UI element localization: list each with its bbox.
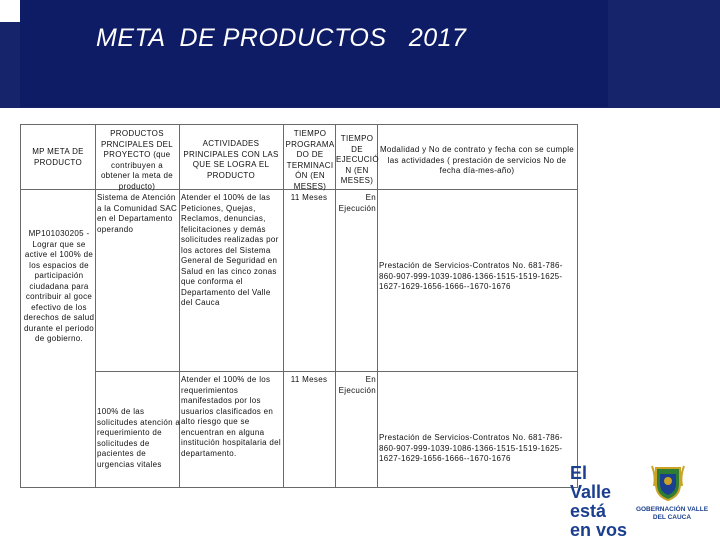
products-table	[20, 124, 578, 488]
col-divider	[95, 125, 96, 487]
row2-actividad: Atender el 100% de los requerimientos manifestados por los usuarios clasificados en alto riesgo que se encuentran en alguna institución hospitalaria del departamento.	[181, 375, 282, 458]
header-modalidad: Modalidad y No de contrato y fecha con se cumple las actividades ( prestación de servicios No de fecha día-mes-año)	[379, 145, 575, 175]
row1-actividad: Atender el 100% de las Peticiones, Quejas, Reclamos, denuncias, felicitaciones y demás solicitudes realizadas por los actores del Sistema General de Seguridad en Salud en las cinco zonas que conforma el Departamento del Valle del Cauca	[181, 193, 279, 307]
coat-of-arms-icon	[648, 462, 688, 502]
logo-org-name: GOBERNACIÓN VALLE DEL CAUCA	[635, 506, 709, 521]
gobernacion-logo	[570, 462, 720, 540]
mp-value: MP101030205 - Lograr que se active el 100% de los espacios de participación ciudadana para contribuir al goce efectivo de los derechos de salud durante el periodo de gobierno.	[23, 229, 95, 343]
row2-producto: 100% de las solicitudes atención a requerimiento de solicitudes de pacientes de urgencias vitales	[97, 407, 181, 469]
logo-slogan: El Valle está en vos	[570, 463, 628, 540]
row2-tiempo-programado: 11 Meses	[290, 375, 328, 384]
header-mp: MP META DE PRODUCTO	[32, 147, 84, 167]
row1-modalidad: Prestación de Servicios-Contratos No. 681-786-860-907-999-1039-1086-1366-1515-1519-1625-1627-1629-1656-1666--1670-1676	[379, 261, 563, 291]
row1-tiempo-programado: 11 Meses	[290, 193, 328, 202]
row1-tiempo-ejecucion: En Ejecución	[338, 193, 376, 213]
row2-tiempo-ejecucion: En Ejecución	[338, 375, 376, 395]
row1-producto: Sistema de Atención a la Comunidad SAC en el Departamento operando	[97, 193, 178, 234]
row2-modalidad: Prestación de Servicios-Contratos No. 681-786-860-907-999-1039-1086-1366-1515-1519-1625-1627-1629-1656-1666--1670-1676	[379, 433, 563, 463]
header-tiempo-ejecucion: TIEMPO DE EJECUCIÓ N (EN MESES)	[336, 134, 379, 185]
header-tiempo-programado: TIEMPO PROGRAMA DO DE TERMINACI ÓN (EN MESES)	[285, 129, 335, 191]
header-panel	[20, 0, 608, 107]
row-divider	[95, 371, 577, 372]
page-title: META DE PRODUCTOS 2017	[96, 24, 467, 52]
header-actividades: ACTIVIDADES PRINCIPALES CON LAS QUE SE LOGRA EL PRODUCTO	[183, 139, 279, 180]
header-productos: PRODUCTOS PRNCIPALES DEL PROYECTO (que contribuyen a obtener la meta de producto)	[100, 129, 174, 191]
